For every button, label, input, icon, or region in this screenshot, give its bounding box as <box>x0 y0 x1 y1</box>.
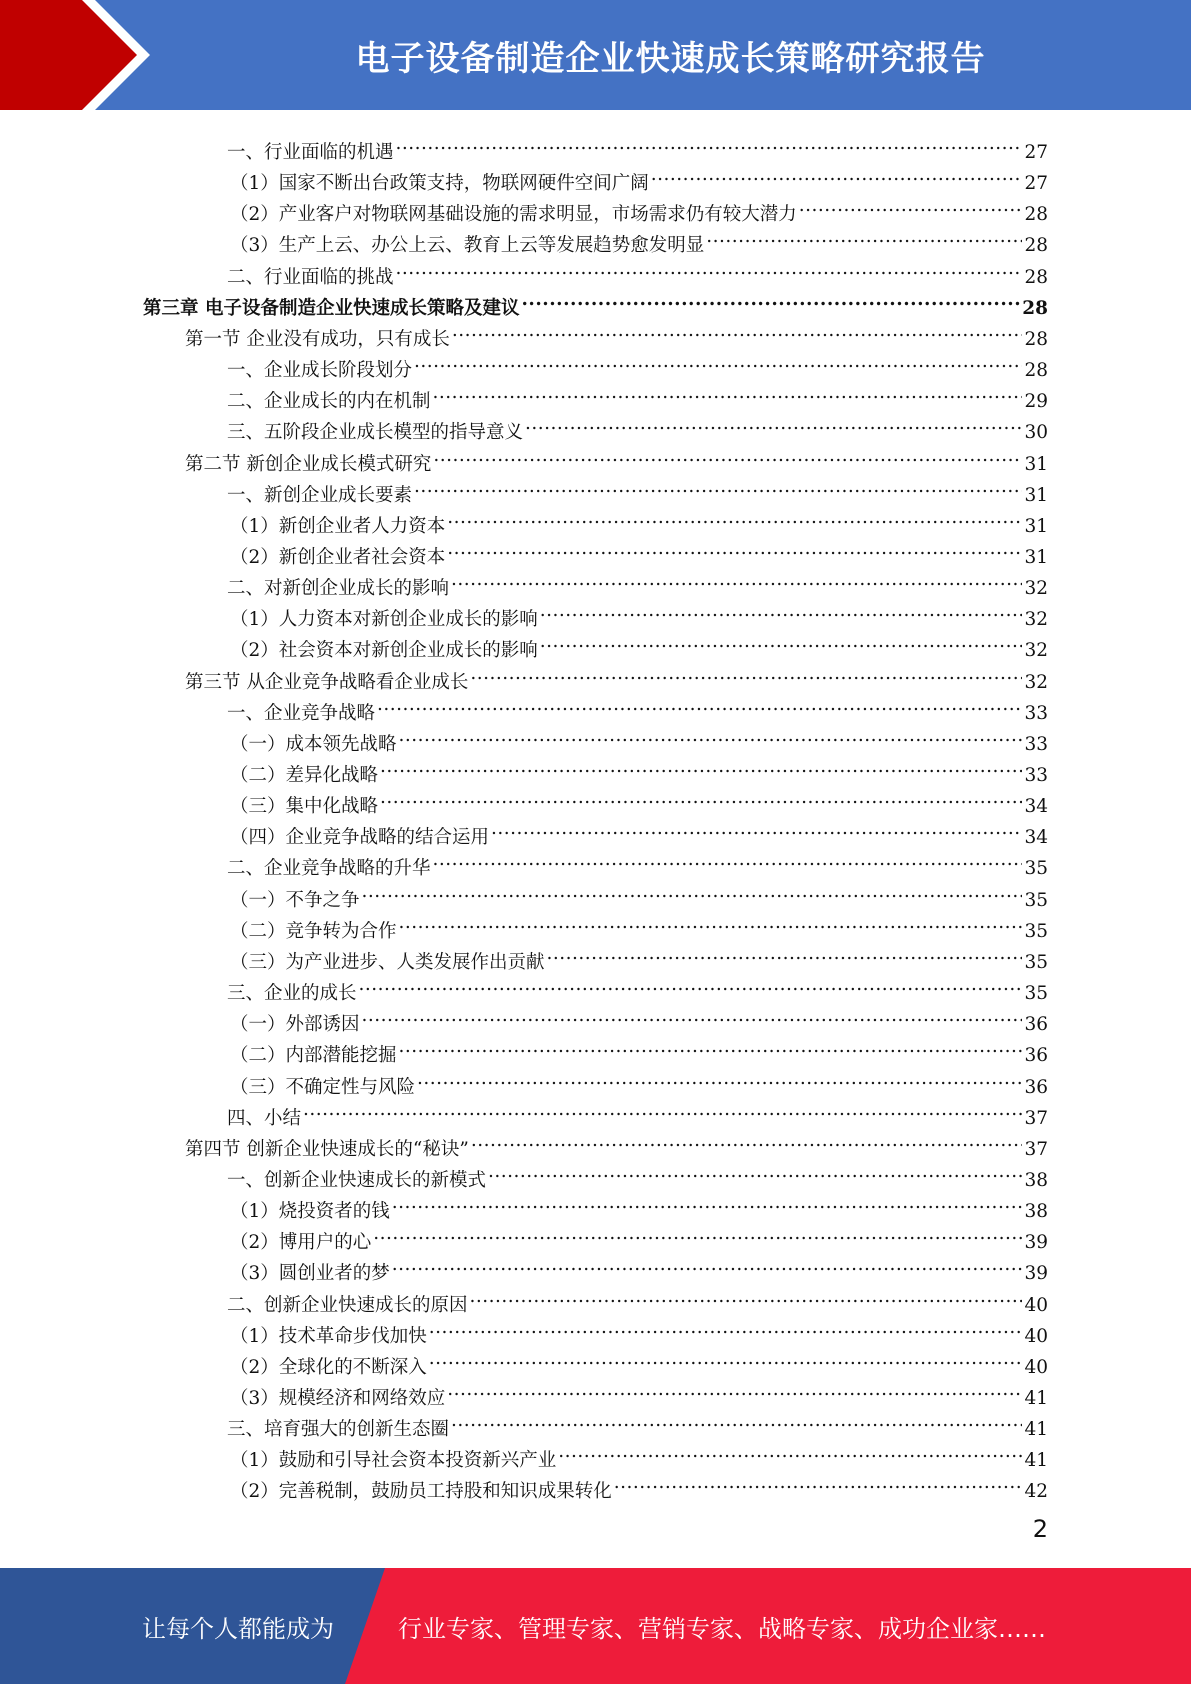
toc-entry[interactable] <box>185 657 1048 693</box>
toc-entry-page: 27 <box>1024 142 1048 163</box>
toc-dot-leader <box>470 657 1022 688</box>
toc-dot-leader <box>447 532 1022 563</box>
toc-entry-page: 36 <box>1024 1077 1048 1098</box>
toc-entry[interactable] <box>227 376 1048 412</box>
toc-dot-leader <box>396 127 1023 158</box>
toc-entry-page: 41 <box>1024 1419 1048 1440</box>
page-footer <box>0 1568 1191 1684</box>
toc-entry[interactable] <box>227 1280 1048 1316</box>
toc-dot-leader <box>651 158 1023 189</box>
toc-entry[interactable] <box>230 532 1048 568</box>
toc-entry[interactable] <box>227 1155 1048 1191</box>
toc-entry-title: 三、培育强大的创新生态圈 <box>227 1419 450 1440</box>
toc-dot-leader <box>380 750 1022 781</box>
toc-entry-title: 三、五阶段企业成长模型的指导意义 <box>227 422 524 443</box>
toc-entry-page: 39 <box>1024 1232 1048 1253</box>
header-arrow-decoration <box>0 0 160 110</box>
toc-entry[interactable] <box>230 1062 1048 1098</box>
toc-entry[interactable] <box>185 1124 1048 1160</box>
toc-entry[interactable] <box>230 750 1048 786</box>
toc-dot-leader <box>396 252 1023 283</box>
toc-entry-page: 28 <box>1024 267 1048 288</box>
toc-entry[interactable] <box>185 314 1048 350</box>
toc-entry[interactable] <box>230 501 1048 537</box>
toc-dot-leader <box>399 1030 1023 1061</box>
toc-entry-title: 二、企业成长的内在机制 <box>227 391 431 412</box>
toc-entry-page: 35 <box>1024 952 1048 973</box>
toc-entry-page: 41 <box>1024 1388 1048 1409</box>
toc-entry[interactable] <box>227 968 1048 1004</box>
toc-entry[interactable] <box>227 1093 1048 1129</box>
toc-dot-leader <box>417 1062 1022 1093</box>
toc-entry-title: 一、行业面临的机遇 <box>227 142 394 163</box>
toc-dot-leader <box>362 875 1023 906</box>
toc-entry-page: 33 <box>1024 734 1048 755</box>
toc-dot-leader <box>451 563 1022 594</box>
toc-dot-leader <box>451 1404 1022 1435</box>
toc-entry-page: 31 <box>1024 516 1048 537</box>
toc-dot-leader <box>470 1280 1023 1311</box>
toc-dot-leader <box>362 999 1023 1030</box>
toc-dot-leader <box>447 1373 1022 1404</box>
toc-dot-leader <box>429 1342 1023 1373</box>
toc-entry-page: 28 <box>1022 298 1048 319</box>
toc-entry-title: （三）不确定性与风险 <box>230 1077 416 1098</box>
toc-entry-title: 第三节 从企业竞争战略看企业成长 <box>185 672 469 693</box>
toc-entry-title: （1）国家不断出台政策支持，物联网硬件空间广阔 <box>230 173 649 194</box>
toc-entry-title: （3）圆创业者的梦 <box>230 1263 390 1284</box>
toc-entry[interactable] <box>230 594 1048 630</box>
toc-entry-title: 四、小结 <box>227 1108 302 1129</box>
toc-entry-title: 第三章 电子设备制造企业快速成长策略及建议 <box>143 298 520 319</box>
toc-dot-leader <box>392 1248 1023 1279</box>
toc-entry[interactable] <box>230 1373 1048 1409</box>
toc-dot-leader <box>433 376 1023 407</box>
toc-entry-page: 28 <box>1024 204 1048 225</box>
toc-entry-page: 42 <box>1024 1481 1048 1502</box>
toc-entry-page: 32 <box>1024 609 1048 630</box>
footer-slogan-right: 行业专家、管理专家、营销专家、战略专家、成功企业家…… <box>398 1614 1046 1643</box>
toc-entry-title: （3）规模经济和网络效应 <box>230 1388 446 1409</box>
toc-entry-page: 40 <box>1024 1295 1048 1316</box>
toc-entry-title: （1）新创企业者人力资本 <box>230 516 446 537</box>
toc-entry-page: 34 <box>1024 827 1048 848</box>
toc-entry[interactable] <box>230 1217 1048 1253</box>
toc-entry-title: 一、企业成长阶段划分 <box>227 360 413 381</box>
toc-entry[interactable] <box>230 1435 1048 1471</box>
toc-entry[interactable] <box>230 1311 1048 1347</box>
toc-entry[interactable] <box>230 719 1048 755</box>
toc-entry-page: 35 <box>1024 921 1048 942</box>
toc-dot-leader <box>373 1217 1022 1248</box>
toc-entry[interactable] <box>227 563 1048 599</box>
toc-entry-page: 31 <box>1024 485 1048 506</box>
toc-entry[interactable] <box>230 812 1048 848</box>
toc-dot-leader <box>447 501 1022 532</box>
toc-dot-leader <box>433 439 1022 470</box>
toc-dot-leader <box>377 688 1022 719</box>
toc-dot-leader <box>540 625 1023 656</box>
toc-dot-leader <box>380 781 1022 812</box>
toc-entry-title: （一）不争之争 <box>230 890 360 911</box>
toc-entry-title: （2）新创企业者社会资本 <box>230 547 446 568</box>
toc-entry-title: （3）生产上云、办公上云、教育上云等发展趋势愈发明显 <box>230 235 705 256</box>
toc-entry-title: （四）企业竞争战略的结合运用 <box>230 827 490 848</box>
toc-entry-page: 28 <box>1024 329 1048 350</box>
toc-entry[interactable] <box>230 158 1048 194</box>
page-header <box>0 0 1191 110</box>
toc-entry-page: 28 <box>1024 360 1048 381</box>
toc-entry[interactable] <box>230 220 1048 256</box>
toc-entry-page: 39 <box>1024 1263 1048 1284</box>
toc-entry-page: 36 <box>1024 1014 1048 1035</box>
toc-entry-title: （2）完善税制，鼓励员工持股和知识成果转化 <box>230 1481 612 1502</box>
toc-dot-leader <box>399 719 1023 750</box>
toc-entry[interactable] <box>230 1030 1048 1066</box>
toc-entry-page: 40 <box>1024 1326 1048 1347</box>
toc-entry-title: 第四节 创新企业快速成长的“秘诀” <box>185 1139 469 1160</box>
toc-entry[interactable] <box>230 875 1048 911</box>
toc-entry[interactable] <box>185 439 1048 475</box>
toc-entry-title: 一、企业竞争战略 <box>227 703 376 724</box>
toc-entry[interactable] <box>230 1186 1048 1222</box>
document-title: 电子设备制造企业快速成长策略研究报告 <box>355 38 986 79</box>
toc-entry-title: 一、创新企业快速成长的新模式 <box>227 1170 487 1191</box>
toc-entry[interactable] <box>230 1466 1048 1502</box>
toc-entry-page: 34 <box>1024 796 1048 817</box>
toc-dot-leader <box>525 407 1022 438</box>
toc-entry-title: 二、行业面临的挑战 <box>227 267 394 288</box>
toc-dot-leader <box>433 843 1023 874</box>
toc-entry[interactable] <box>227 127 1048 163</box>
toc-entry-title: 三、企业的成长 <box>227 983 357 1004</box>
toc-entry[interactable] <box>227 688 1048 724</box>
toc-entry-page: 40 <box>1024 1357 1048 1378</box>
toc-dot-leader <box>614 1466 1023 1497</box>
toc-entry-title: 第二节 新创企业成长模式研究 <box>185 454 432 475</box>
page-number: 2 <box>1032 1515 1048 1543</box>
toc-entry-page: 32 <box>1024 672 1048 693</box>
toc-entry-page: 35 <box>1024 983 1048 1004</box>
toc-dot-leader <box>429 1311 1023 1342</box>
toc-dot-leader <box>452 314 1023 345</box>
toc-entry-title: （2）全球化的不断深入 <box>230 1357 427 1378</box>
toc-entry-page: 35 <box>1024 858 1048 879</box>
toc-entry-title: （一）成本领先战略 <box>230 734 397 755</box>
toc-entry[interactable] <box>143 283 1048 319</box>
toc-dot-leader <box>392 1186 1023 1217</box>
toc-dot-leader <box>799 189 1023 220</box>
toc-entry[interactable] <box>230 999 1048 1035</box>
toc-entry-page: 32 <box>1024 640 1048 661</box>
toc-entry-page: 28 <box>1024 235 1048 256</box>
toc-entry-title: 二、创新企业快速成长的原因 <box>227 1295 468 1316</box>
toc-entry[interactable] <box>230 625 1048 661</box>
toc-entry-page: 33 <box>1024 765 1048 786</box>
toc-entry-title: （1）烧投资者的钱 <box>230 1201 390 1222</box>
toc-dot-leader <box>414 345 1022 376</box>
toc-entry-page: 29 <box>1024 391 1048 412</box>
toc-entry-title: （三）为产业进步、人类发展作出贡献 <box>230 952 545 973</box>
toc-entry[interactable] <box>227 843 1048 879</box>
toc-entry-page: 37 <box>1024 1139 1048 1160</box>
toc-entry[interactable] <box>227 407 1048 443</box>
toc-entry-title: 一、新创企业成长要素 <box>227 485 413 506</box>
toc-entry[interactable] <box>230 189 1048 225</box>
toc-dot-leader <box>540 594 1023 625</box>
toc-entry[interactable] <box>227 1404 1048 1440</box>
toc-entry[interactable] <box>227 252 1048 288</box>
toc-dot-leader <box>521 283 1020 314</box>
toc-entry-page: 38 <box>1024 1170 1048 1191</box>
toc-dot-leader <box>491 812 1022 843</box>
toc-entry-page: 35 <box>1024 890 1048 911</box>
toc-entry-page: 27 <box>1024 173 1048 194</box>
toc-entry-page: 30 <box>1024 422 1048 443</box>
toc-dot-leader <box>488 1155 1022 1186</box>
toc-entry-title: （1）人力资本对新创企业成长的影响 <box>230 609 538 630</box>
toc-entry-title: （1）技术革命步伐加快 <box>230 1326 427 1347</box>
toc-dot-leader <box>414 470 1022 501</box>
toc-dot-leader <box>471 1124 1023 1155</box>
toc-entry-page: 31 <box>1024 547 1048 568</box>
toc-entry-title: （一）外部诱因 <box>230 1014 360 1035</box>
toc-entry-page: 41 <box>1024 1450 1048 1471</box>
toc-entry-title: （二）差异化战略 <box>230 765 379 786</box>
toc-dot-leader <box>303 1093 1022 1124</box>
toc-entry[interactable] <box>230 781 1048 817</box>
toc-entry[interactable] <box>230 906 1048 942</box>
toc-entry-title: （2）博用户的心 <box>230 1232 372 1253</box>
toc-entry-title: （2）社会资本对新创企业成长的影响 <box>230 640 538 661</box>
toc-dot-leader <box>399 906 1023 937</box>
toc-entry[interactable] <box>227 345 1048 381</box>
toc-entry-page: 33 <box>1024 703 1048 724</box>
toc-entry-page: 36 <box>1024 1045 1048 1066</box>
toc-entry[interactable] <box>230 1248 1048 1284</box>
toc-dot-leader <box>706 220 1022 251</box>
toc-entry-page: 38 <box>1024 1201 1048 1222</box>
toc-entry-title: （二）竞争转为合作 <box>230 921 397 942</box>
toc-entry-title: （2）产业客户对物联网基础设施的需求明显，市场需求仍有较大潜力 <box>230 204 797 225</box>
toc-entry[interactable] <box>230 937 1048 973</box>
toc-entry[interactable] <box>230 1342 1048 1378</box>
footer-slogan-left: 让每个人都能成为 <box>142 1614 334 1643</box>
toc-entry-title: （三）集中化战略 <box>230 796 379 817</box>
toc-entry-title: 二、企业竞争战略的升华 <box>227 858 431 879</box>
toc-dot-leader <box>558 1435 1022 1466</box>
toc-dot-leader <box>547 937 1023 968</box>
toc-entry-title: （二）内部潜能挖掘 <box>230 1045 397 1066</box>
toc-entry-page: 31 <box>1024 454 1048 475</box>
toc-entry-title: 二、对新创企业成长的影响 <box>227 578 450 599</box>
toc-entry-page: 32 <box>1024 578 1048 599</box>
toc-dot-leader <box>359 968 1023 999</box>
toc-entry-title: 第一节 企业没有成功，只有成长 <box>185 329 450 350</box>
toc-entry-page: 37 <box>1024 1108 1048 1129</box>
toc-entry-title: （1）鼓励和引导社会资本投资新兴产业 <box>230 1450 557 1471</box>
toc-entry[interactable] <box>227 470 1048 506</box>
